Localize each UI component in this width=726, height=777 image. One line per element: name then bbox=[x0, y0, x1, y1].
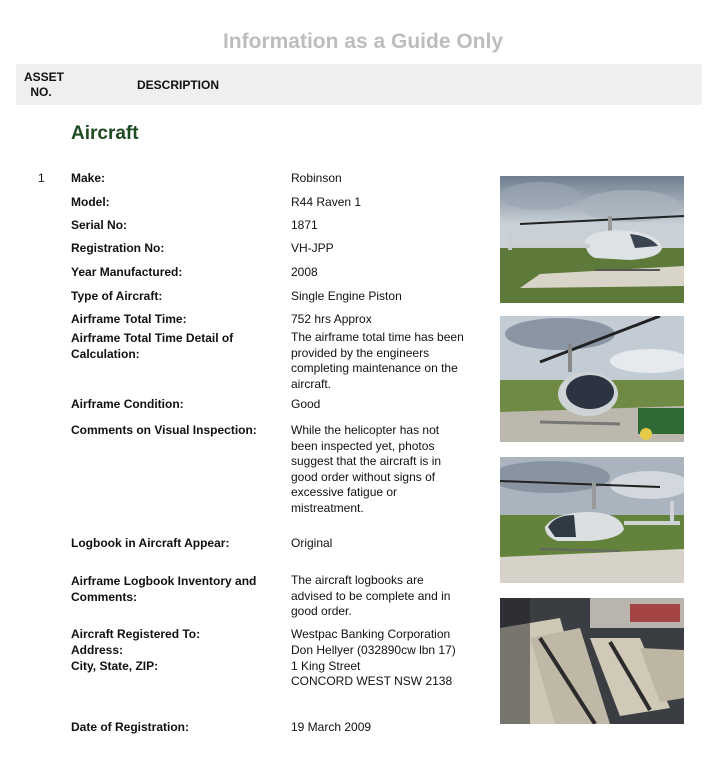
helicopter-cabin-interior-photo bbox=[500, 598, 684, 724]
logbook-inventory-value: The aircraft logbooks are advised to be complete and in good order. bbox=[291, 573, 451, 618]
address-label: Address: bbox=[71, 643, 124, 657]
asset-no-header: ASSET NO. bbox=[24, 70, 65, 99]
total-time-detail-value: The airframe total time has been provided by the engineers completing maintenance on the aircraft. bbox=[291, 330, 464, 391]
guide-banner: Information as a Guide Only bbox=[222, 30, 504, 53]
helicopter-side-view-photo bbox=[500, 176, 684, 303]
registered-to-value: Westpac Banking Corporation bbox=[291, 627, 451, 641]
asset-number: 1 bbox=[38, 171, 45, 185]
year-label: Year Manufactured: bbox=[71, 265, 183, 279]
condition-label: Airframe Condition: bbox=[71, 397, 184, 411]
date-registration-label: Date of Registration: bbox=[71, 720, 190, 734]
registered-to-label: Aircraft Registered To: bbox=[71, 627, 201, 641]
helicopter-rear-side-view-photo bbox=[500, 457, 684, 583]
date-registration-value: 19 March 2009 bbox=[291, 720, 372, 734]
address-value: Don Hellyer (032890cw lbn 17) bbox=[291, 643, 456, 657]
condition-value: Good bbox=[291, 397, 321, 411]
city-value-line2: CONCORD WEST NSW 2138 bbox=[291, 674, 453, 688]
model-label: Model: bbox=[71, 195, 110, 209]
type-value: Single Engine Piston bbox=[291, 289, 402, 303]
total-time-label: Airframe Total Time: bbox=[71, 312, 187, 326]
registration-label: Registration No: bbox=[71, 241, 165, 255]
serial-label: Serial No: bbox=[71, 218, 128, 232]
visual-inspection-value: While the helicopter has not been inspected yet, photos suggest that the aircraft is in good order without signs of excessive fatigue or mistreatment. bbox=[291, 423, 442, 515]
make-value: Robinson bbox=[291, 171, 342, 185]
description-header: DESCRIPTION bbox=[137, 78, 220, 92]
type-label: Type of Aircraft: bbox=[71, 289, 163, 303]
city-label: City, State, ZIP: bbox=[71, 659, 159, 673]
visual-inspection-label: Comments on Visual Inspection: bbox=[71, 423, 257, 437]
logbook-label: Logbook in Aircraft Appear: bbox=[71, 536, 230, 550]
logbook-inventory-label: Airframe Logbook Inventory and Comments: bbox=[71, 574, 257, 604]
total-time-value: 752 hrs Approx bbox=[291, 312, 372, 326]
year-value: 2008 bbox=[291, 265, 318, 279]
city-value: 1 King Street bbox=[291, 659, 361, 673]
helicopter-front-view-photo bbox=[500, 316, 684, 442]
logbook-value: Original bbox=[291, 536, 333, 550]
total-time-detail-label: Airframe Total Time Detail of Calculation: bbox=[71, 331, 234, 361]
registration-value: VH-JPP bbox=[291, 241, 334, 255]
section-title: Aircraft bbox=[71, 123, 139, 144]
table-header bbox=[16, 64, 702, 105]
model-value: R44 Raven 1 bbox=[291, 195, 362, 209]
make-label: Make: bbox=[71, 171, 106, 185]
serial-value: 1871 bbox=[291, 218, 318, 232]
